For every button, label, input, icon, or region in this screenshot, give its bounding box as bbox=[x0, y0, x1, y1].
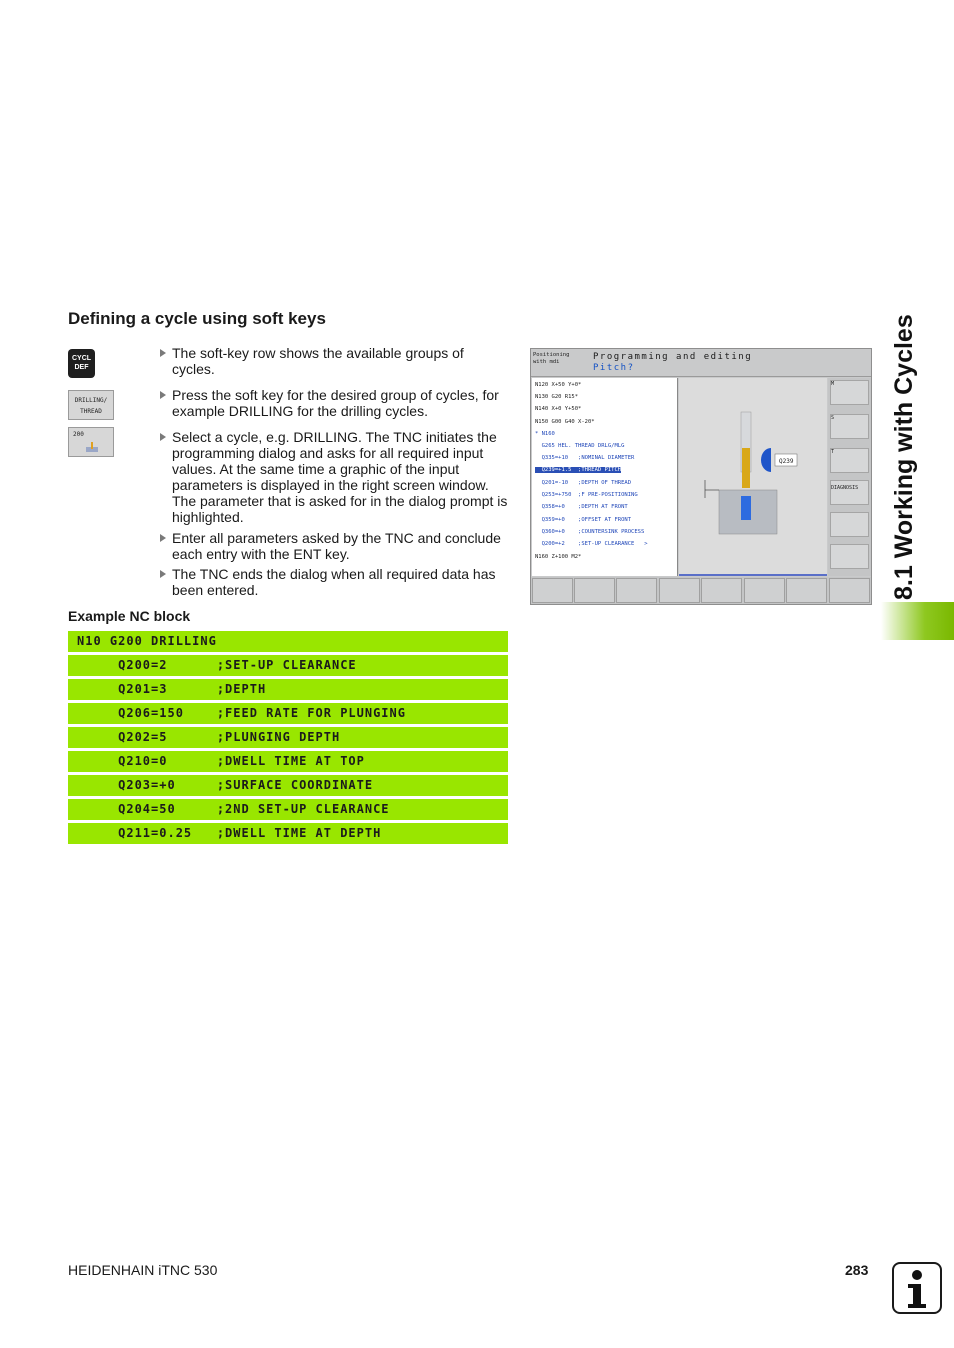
program-line: Q358=+0 ;DEPTH AT FRONT bbox=[535, 504, 628, 510]
horizontal-softkey-row bbox=[531, 577, 871, 604]
softkey-blank[interactable] bbox=[830, 544, 869, 569]
nc-line: N10 G200 DRILLING bbox=[68, 631, 508, 652]
step-item bbox=[158, 387, 510, 419]
screen-title: Programming and editing bbox=[593, 352, 753, 362]
mode-line2: with mdi bbox=[533, 359, 560, 365]
nc-line: Q202=5 ;PLUNGING DEPTH bbox=[68, 727, 508, 748]
dialog-prompt: Pitch? bbox=[593, 363, 635, 373]
operating-mode bbox=[533, 352, 589, 366]
cycle-200-softkey-label: 200 bbox=[73, 431, 84, 438]
softkey-m[interactable] bbox=[830, 380, 869, 405]
thread-mill-graphic-icon bbox=[679, 378, 827, 576]
example-label: Example NC block bbox=[68, 608, 191, 624]
bullet-arrow-icon bbox=[160, 433, 166, 441]
nc-line: Q204=50 ;2ND SET-UP CLEARANCE bbox=[68, 799, 508, 820]
page-number: 283 bbox=[845, 1262, 869, 1278]
bullet-arrow-icon bbox=[160, 391, 166, 399]
softkey-blank[interactable] bbox=[616, 578, 657, 603]
program-line: Q359=+0 ;OFFSET AT FRONT bbox=[535, 517, 632, 523]
bullet-arrow-icon bbox=[160, 570, 166, 578]
softkey-diagnosis[interactable] bbox=[830, 480, 869, 505]
nc-line: Q211=0.25 ;DWELL TIME AT DEPTH bbox=[68, 823, 508, 844]
softkey-blank[interactable] bbox=[744, 578, 785, 603]
softkey-blank[interactable] bbox=[786, 578, 827, 603]
softkey-blank[interactable] bbox=[532, 578, 573, 603]
bullet-arrow-icon bbox=[160, 534, 166, 542]
info-dot bbox=[912, 1270, 922, 1280]
bullet-arrow-icon bbox=[160, 349, 166, 357]
nc-line: Q210=0 ;DWELL TIME AT TOP bbox=[68, 751, 508, 772]
softkey-blank[interactable] bbox=[829, 578, 870, 603]
cycle-200-softkey-icon bbox=[68, 427, 114, 457]
footer-product: HEIDENHAIN iTNC 530 bbox=[68, 1262, 218, 1278]
drilling-thread-softkey-icon bbox=[68, 390, 114, 420]
program-line: N130 G20 R15* bbox=[535, 394, 579, 400]
vertical-softkey-column bbox=[828, 378, 871, 576]
step-item bbox=[158, 429, 510, 525]
step-item bbox=[158, 345, 510, 377]
softkey-blank[interactable] bbox=[574, 578, 615, 603]
nc-line: Q200=2 ;SET-UP CLEARANCE bbox=[68, 655, 508, 676]
step-text: Select a cycle, e.g. DRILLING. The TNC initiates the programming dialog and asks for all required input values. At the same time a graphic of the input parameters is displayed in the right screen window. The parameter that is asked for in the dialog prompt is highlighted. bbox=[172, 429, 508, 525]
program-line: Q253=+750 ;F PRE-POSITIONING bbox=[535, 492, 638, 498]
program-line: Q201=-10 ;DEPTH OF THREAD bbox=[535, 480, 632, 486]
softkey-s[interactable] bbox=[830, 414, 869, 439]
instruction-steps bbox=[158, 345, 510, 608]
program-line: N140 X+0 Y+50* bbox=[535, 406, 582, 412]
program-line: Q360=+0 ;COUNTERSINK PROCESS bbox=[535, 529, 645, 535]
cycl-key-label-line2: DEF bbox=[74, 364, 89, 371]
cycl-key-label-line1: CYCL bbox=[71, 355, 92, 362]
drilling-softkey-line2: THREAD bbox=[80, 408, 102, 415]
softkey-label: M bbox=[831, 381, 835, 387]
graphic-param-label: Q239 bbox=[779, 458, 794, 465]
program-line-highlighted: Q239=+1.5 ;THREAD PITCH bbox=[535, 467, 622, 473]
help-graphic bbox=[679, 378, 827, 576]
step-text: The TNC ends the dialog when all required data has been entered. bbox=[172, 566, 496, 598]
section-title: Defining a cycle using soft keys bbox=[68, 309, 326, 328]
cycl-def-key-icon bbox=[68, 349, 95, 378]
step-text: The soft-key row shows the available groups of cycles. bbox=[172, 345, 464, 377]
program-line: N160 Z+100 M2* bbox=[535, 554, 582, 560]
step-item bbox=[158, 530, 510, 562]
mode-line1: Positioning bbox=[533, 352, 570, 358]
softkey-blank[interactable] bbox=[830, 512, 869, 537]
program-line: Q335=+10 ;NOMINAL DIAMETER bbox=[535, 455, 635, 461]
program-line: * N160 bbox=[535, 431, 555, 437]
chapter-title: 8.1 Working with Cycles bbox=[890, 314, 918, 600]
drill-graphic-icon bbox=[85, 442, 99, 452]
tnc-screenshot bbox=[530, 348, 872, 605]
info-icon bbox=[892, 1262, 942, 1314]
softkey-label: T bbox=[831, 449, 835, 455]
chapter-tab-gradient bbox=[881, 602, 954, 640]
step-text: Enter all parameters asked by the TNC and conclude each entry with the ENT key. bbox=[172, 530, 501, 562]
nc-line: Q206=150 ;FEED RATE FOR PLUNGING bbox=[68, 703, 508, 724]
softkey-blank[interactable] bbox=[701, 578, 742, 603]
program-line: G265 HEL. THREAD DRLG/MLG bbox=[535, 443, 625, 449]
program-window bbox=[532, 378, 678, 576]
softkey-blank[interactable] bbox=[659, 578, 700, 603]
nc-code-block bbox=[68, 631, 508, 847]
step-item bbox=[158, 566, 510, 598]
program-line: N150 G00 G40 X-20* bbox=[535, 419, 595, 425]
softkey-label: DIAGNOSIS bbox=[831, 485, 859, 491]
step-text: Press the soft key for the desired group of cycles, for example DRILLING for the drilling cycles. bbox=[172, 387, 499, 419]
program-line: N120 X+50 Y+0* bbox=[535, 382, 582, 388]
nc-line: Q203=+0 ;SURFACE COORDINATE bbox=[68, 775, 508, 796]
info-stem-icon bbox=[906, 1282, 928, 1308]
nc-line: Q201=3 ;DEPTH bbox=[68, 679, 508, 700]
screen-header bbox=[531, 349, 871, 377]
drilling-softkey-line1: DRILLING/ bbox=[74, 397, 108, 404]
program-line: Q200=+2 ;SET-UP CLEARANCE > bbox=[535, 541, 648, 547]
softkey-t[interactable] bbox=[830, 448, 869, 473]
softkey-label: S bbox=[831, 415, 835, 421]
